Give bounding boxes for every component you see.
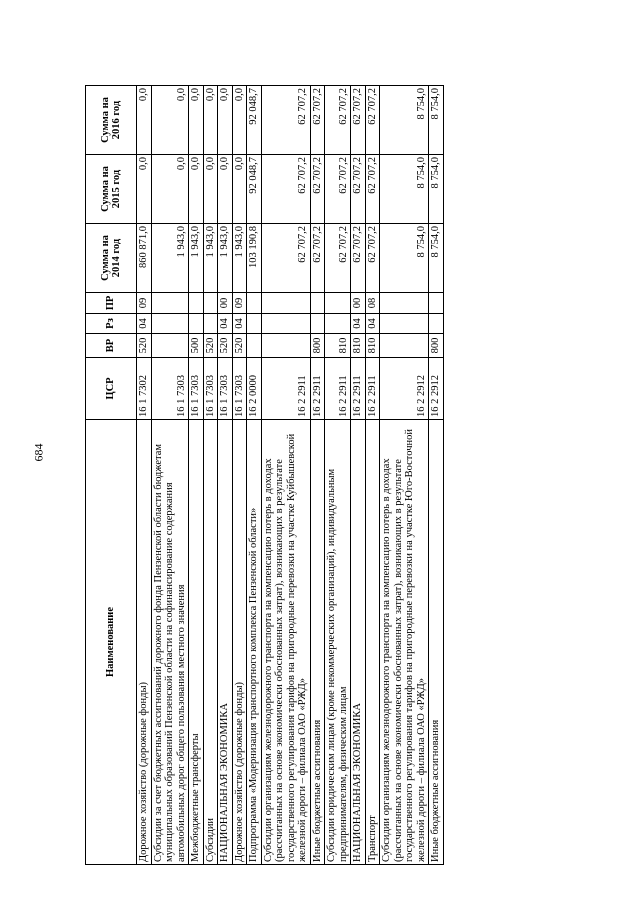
row-vr-cell — [261, 334, 310, 358]
row-name-cell: Транспорт — [365, 420, 380, 865]
header-name: Наименование — [86, 420, 137, 865]
row-name-cell: Подпрограмма «Модернизация транспортного комплекса Пензенской области» — [247, 420, 262, 865]
row-pr-cell — [310, 293, 325, 314]
row-vr-cell — [247, 334, 262, 358]
row-sum-2016-cell: 0,0 — [151, 86, 189, 155]
table-row — [325, 86, 351, 865]
table-row — [151, 86, 189, 865]
header-rz: Рз — [86, 314, 137, 334]
row-csr-cell: 16 2 2911 — [325, 358, 351, 420]
row-rz-cell — [151, 314, 189, 334]
row-sum-2016-cell: 62 707,2 — [365, 86, 380, 155]
header-pr: ПР — [86, 293, 137, 314]
table-body — [137, 86, 444, 865]
row-pr-cell — [325, 293, 351, 314]
table-row — [203, 86, 218, 865]
row-pr-cell — [429, 293, 444, 314]
row-pr-cell: 09 — [137, 293, 152, 314]
table-row — [380, 86, 429, 865]
row-sum-2014-cell: 62 707,2 — [261, 224, 310, 293]
row-csr-cell: 16 1 7303 — [151, 358, 189, 420]
row-csr-cell: 16 2 2911 — [261, 358, 310, 420]
row-sum-2015-cell: 0,0 — [232, 155, 247, 224]
row-rz-cell: 04 — [137, 314, 152, 334]
row-csr-cell: 16 1 7303 — [232, 358, 247, 420]
row-name-cell: Субсидии — [203, 420, 218, 865]
row-rz-cell — [310, 314, 325, 334]
row-sum-2014-cell: 860 871,0 — [137, 224, 152, 293]
row-sum-2015-cell: 92 048,7 — [247, 155, 262, 224]
row-sum-2016-cell: 92 048,7 — [247, 86, 262, 155]
row-sum-2015-cell: 8 754,0 — [429, 155, 444, 224]
row-pr-cell — [261, 293, 310, 314]
row-sum-2015-cell: 0,0 — [151, 155, 189, 224]
row-rz-cell: 04 — [351, 314, 366, 334]
row-sum-2014-cell: 62 707,2 — [365, 224, 380, 293]
row-rz-cell: 04 — [232, 314, 247, 334]
row-sum-2015-cell: 62 707,2 — [325, 155, 351, 224]
row-vr-cell: 800 — [429, 334, 444, 358]
row-sum-2016-cell: 0,0 — [203, 86, 218, 155]
row-sum-2014-cell: 1 943,0 — [232, 224, 247, 293]
row-rz-cell — [429, 314, 444, 334]
row-sum-2016-cell: 62 707,2 — [310, 86, 325, 155]
row-vr-cell: 810 — [365, 334, 380, 358]
row-pr-cell — [151, 293, 189, 314]
row-pr-cell: 08 — [365, 293, 380, 314]
row-vr-cell: 800 — [310, 334, 325, 358]
row-sum-2014-cell: 1 943,0 — [189, 224, 204, 293]
row-sum-2014-cell: 62 707,2 — [310, 224, 325, 293]
row-sum-2016-cell: 8 754,0 — [380, 86, 429, 155]
row-name-cell: Иные бюджетные ассигнования — [310, 420, 325, 865]
row-sum-2014-cell: 103 190,8 — [247, 224, 262, 293]
row-pr-cell: 00 — [218, 293, 233, 314]
row-sum-2015-cell: 0,0 — [218, 155, 233, 224]
row-vr-cell — [380, 334, 429, 358]
row-rz-cell — [325, 314, 351, 334]
row-pr-cell — [247, 293, 262, 314]
table-row — [429, 86, 444, 865]
row-csr-cell: 16 2 2911 — [351, 358, 366, 420]
row-sum-2015-cell: 62 707,2 — [261, 155, 310, 224]
row-name-cell: Межбюджетные трансферты — [189, 420, 204, 865]
row-vr-cell: 810 — [351, 334, 366, 358]
row-csr-cell: 16 1 7302 — [137, 358, 152, 420]
row-pr-cell: 09 — [232, 293, 247, 314]
row-vr-cell: 520 — [218, 334, 233, 358]
row-csr-cell: 16 2 2912 — [429, 358, 444, 420]
row-name-cell: НАЦИОНАЛЬНАЯ ЭКОНОМИКА — [351, 420, 366, 865]
row-sum-2016-cell: 62 707,2 — [325, 86, 351, 155]
row-sum-2014-cell: 62 707,2 — [325, 224, 351, 293]
table-row — [351, 86, 366, 865]
row-sum-2014-cell: 1 943,0 — [151, 224, 189, 293]
table-row — [232, 86, 247, 865]
row-name-cell: Субсидии организациям железнодорожного транспорта на компенсацию потерь в доходах (рассчитанных на основе экономически обоснованных затрат), возникающих в результате государственного регулирования тарифов на пригородные перевозки на участке Юго-Восточной железной дороги – филиала ОАО «РЖД» — [380, 420, 429, 865]
header-csr: ЦСР — [86, 358, 137, 420]
row-vr-cell: 520 — [137, 334, 152, 358]
row-pr-cell — [380, 293, 429, 314]
row-csr-cell: 16 2 2912 — [380, 358, 429, 420]
row-vr-cell: 520 — [232, 334, 247, 358]
row-sum-2016-cell: 62 707,2 — [261, 86, 310, 155]
header-vr: ВР — [86, 334, 137, 358]
table-row — [137, 86, 152, 865]
row-sum-2015-cell: 62 707,2 — [310, 155, 325, 224]
page-number: 684 — [31, 443, 46, 462]
table-row — [218, 86, 233, 865]
row-sum-2016-cell: 0,0 — [232, 86, 247, 155]
row-csr-cell: 16 1 7303 — [218, 358, 233, 420]
row-pr-cell: 00 — [351, 293, 366, 314]
table-row — [310, 86, 325, 865]
row-pr-cell — [203, 293, 218, 314]
table-header-row — [86, 86, 137, 865]
row-rz-cell — [189, 314, 204, 334]
row-csr-cell: 16 2 0000 — [247, 358, 262, 420]
row-csr-cell: 16 1 7303 — [189, 358, 204, 420]
row-sum-2016-cell: 0,0 — [189, 86, 204, 155]
table-row — [261, 86, 310, 865]
row-rz-cell: 04 — [365, 314, 380, 334]
row-csr-cell: 16 2 2911 — [310, 358, 325, 420]
row-sum-2016-cell: 0,0 — [137, 86, 152, 155]
row-sum-2014-cell: 62 707,2 — [351, 224, 366, 293]
row-vr-cell: 810 — [325, 334, 351, 358]
row-name-cell: Субсидии организациям железнодорожного транспорта на компенсацию потерь в доходах (рассчитанных на основе экономически обоснованных затрат), возникающих в результате государственного регулирования тарифов на пригородные перевозки на участке Куйбышевской железной дороги – филиала ОАО «РЖД» — [261, 420, 310, 865]
row-sum-2016-cell: 0,0 — [218, 86, 233, 155]
row-vr-cell: 520 — [203, 334, 218, 358]
rotated-table-wrapper — [85, 85, 555, 865]
budget-table — [85, 85, 444, 865]
row-sum-2014-cell: 1 943,0 — [218, 224, 233, 293]
header-sum-2015: Сумма на 2015 год — [86, 155, 137, 224]
row-rz-cell — [203, 314, 218, 334]
row-name-cell: Субсидии за счет бюджетных ассигнований дорожного фонда Пензенской области бюджетам муниципальных образований Пензенской области на софинансирование содержания автомобильных дорог общего пользования местного значения — [151, 420, 189, 865]
row-name-cell: Дорожное хозяйство (дорожные фонды) — [232, 420, 247, 865]
row-vr-cell — [151, 334, 189, 358]
row-vr-cell: 500 — [189, 334, 204, 358]
table-row — [189, 86, 204, 865]
row-name-cell: Субсидии юридическим лицам (кроме некоммерческих организаций), индивидуальным предпринимателям, физическим лицам — [325, 420, 351, 865]
row-sum-2014-cell: 8 754,0 — [429, 224, 444, 293]
row-rz-cell — [380, 314, 429, 334]
table-row — [247, 86, 262, 865]
row-sum-2014-cell: 1 943,0 — [203, 224, 218, 293]
row-sum-2015-cell: 0,0 — [189, 155, 204, 224]
row-sum-2014-cell: 8 754,0 — [380, 224, 429, 293]
row-sum-2015-cell: 62 707,2 — [351, 155, 366, 224]
row-sum-2015-cell: 0,0 — [203, 155, 218, 224]
table-row — [365, 86, 380, 865]
row-rz-cell — [247, 314, 262, 334]
row-sum-2015-cell: 8 754,0 — [380, 155, 429, 224]
row-sum-2016-cell: 62 707,2 — [351, 86, 366, 155]
row-name-cell: Дорожное хозяйство (дорожные фонды) — [137, 420, 152, 865]
header-sum-2014: Сумма на 2014 год — [86, 224, 137, 293]
row-sum-2015-cell: 0,0 — [137, 155, 152, 224]
row-rz-cell: 04 — [218, 314, 233, 334]
row-name-cell: НАЦИОНАЛЬНАЯ ЭКОНОМИКА — [218, 420, 233, 865]
row-csr-cell: 16 1 7303 — [203, 358, 218, 420]
row-sum-2015-cell: 62 707,2 — [365, 155, 380, 224]
row-rz-cell — [261, 314, 310, 334]
row-pr-cell — [189, 293, 204, 314]
row-name-cell: Иные бюджетные ассигнования — [429, 420, 444, 865]
row-csr-cell: 16 2 2911 — [365, 358, 380, 420]
header-sum-2016: Сумма на 2016 год — [86, 86, 137, 155]
row-sum-2016-cell: 8 754,0 — [429, 86, 444, 155]
